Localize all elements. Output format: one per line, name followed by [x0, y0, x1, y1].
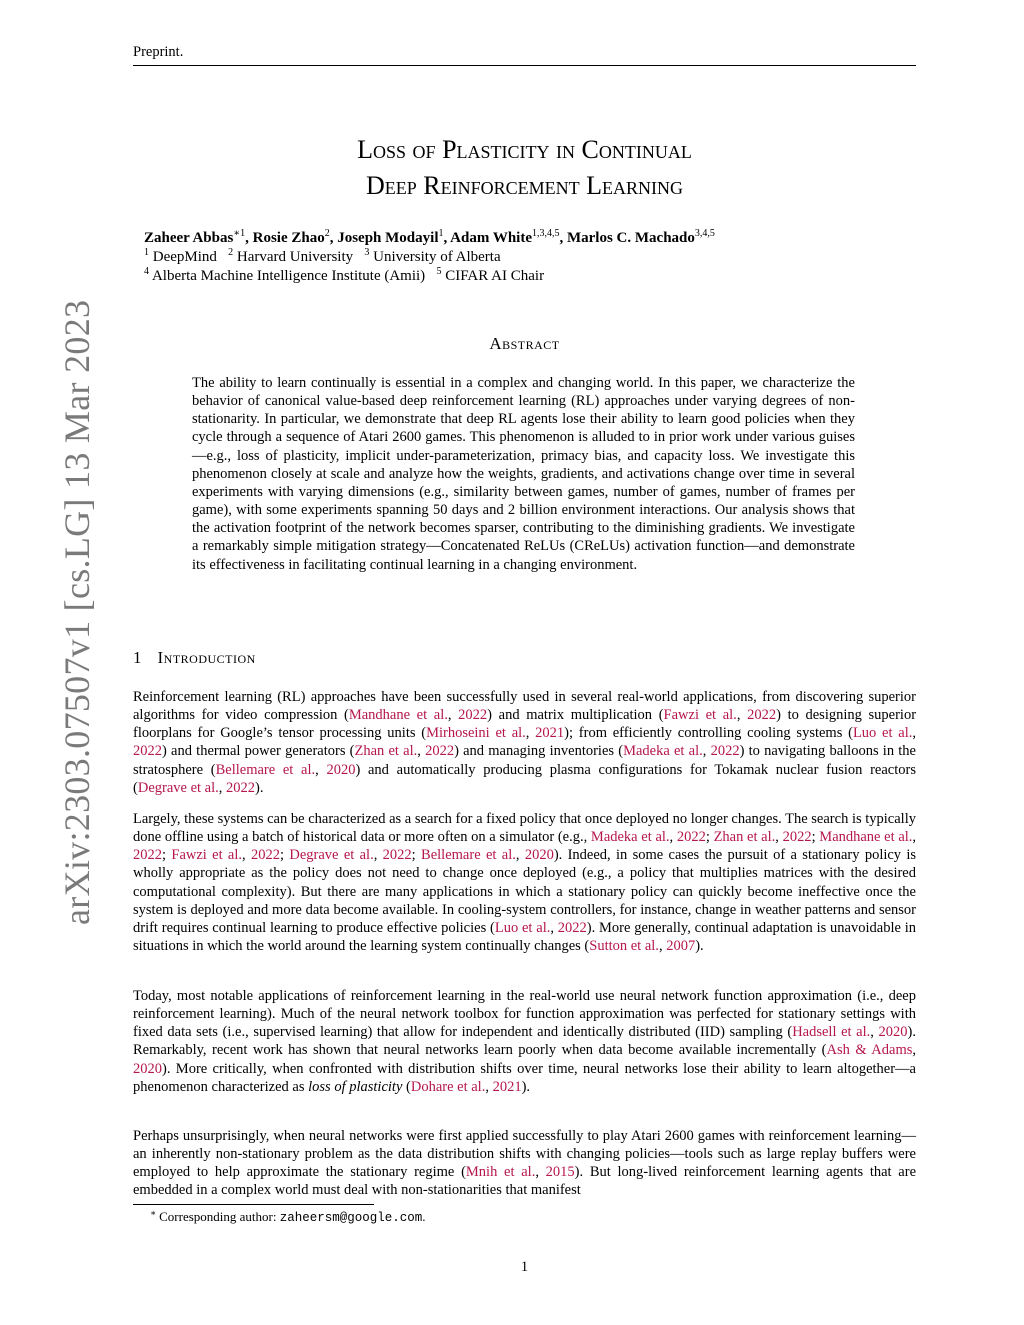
citation-link[interactable]: 2022: [251, 847, 280, 864]
citation-link[interactable]: Mirhoseini et al.: [426, 725, 526, 742]
paragraph-text: ,: [485, 1078, 493, 1095]
citation-link[interactable]: 2022: [382, 847, 412, 864]
paragraph-text: ).: [255, 779, 264, 796]
body-paragraph: [133, 987, 916, 1096]
citation-link[interactable]: Degrave et al.: [137, 779, 219, 796]
author-separator: ,: [559, 230, 567, 246]
author-name: Rosie Zhao: [252, 230, 325, 246]
affiliation-name: Alberta Machine Intelligence Institute (Amii): [151, 268, 426, 284]
affiliation-name: DeepMind: [152, 249, 217, 265]
corresponding-email-link[interactable]: zaheersm@google.com: [279, 1211, 423, 1225]
footnote-end: .: [422, 1209, 426, 1224]
citation-link[interactable]: Sutton et al.: [589, 938, 659, 955]
paragraph-text: Today, most notable applications of reinforcement learning in the real-world use neural network function approximation (i.e., deep reinforcement learning). Much of the neural network toolbox for function approximation was perfected for stationary settings with fixed data sets (i.e., supervised learning) that allow for independent and identically distributed (IID) sampling (: [133, 988, 916, 1041]
affiliations-line-1: [144, 247, 501, 266]
citation-link[interactable]: 2020: [524, 847, 554, 864]
citation-link[interactable]: Ash & Adams: [826, 1042, 913, 1059]
affiliation-mark: 4: [144, 266, 149, 277]
citation-link[interactable]: Madeka et al.: [590, 829, 670, 846]
body-paragraph: [133, 688, 916, 797]
author-separator: ,: [443, 230, 451, 246]
author-affiliation-mark: ∗1: [233, 228, 246, 239]
affiliations-line-2: [144, 266, 544, 285]
body-paragraph: [133, 810, 916, 955]
abstract-heading: Abstract: [489, 334, 560, 353]
paragraph-text: ) and managing inventories (: [454, 743, 624, 760]
paragraph-text: ) to designing superior floorplans for Google’s tensor processing units (: [133, 707, 917, 742]
paragraph-text: ). More critically, when confronted with distribution shifts over time, neural networks lose their ability to learn altogether—a phenomenon characterized as: [133, 1060, 916, 1095]
citation-link[interactable]: Mnih et al.: [465, 1164, 536, 1181]
author-affiliation-mark: 3,4,5: [694, 228, 715, 239]
citation-link[interactable]: 2022: [782, 829, 812, 846]
paragraph-text: ,: [515, 847, 525, 864]
citation-link[interactable]: Zhan et al.: [354, 743, 418, 760]
citation-link[interactable]: 2015: [545, 1164, 575, 1181]
paragraph-text: ;: [411, 847, 422, 864]
citation-link[interactable]: 2022: [133, 847, 162, 864]
paragraph-text: (: [402, 1078, 411, 1095]
paragraph-text: ;: [705, 829, 714, 846]
affiliation-name: CIFAR AI Chair: [445, 268, 545, 284]
section-title: Introduction: [157, 648, 256, 667]
author-name: Adam White: [450, 230, 532, 246]
citation-link[interactable]: Mandhane et al.: [819, 829, 913, 846]
title-line-1: Loss of Plasticity in Continual: [357, 135, 692, 164]
paragraph-text: ,: [447, 707, 459, 724]
abstract-text: The ability to learn continually is essential in a complex and changing world. In this paper, we characterize the behavior of canonical value-based deep reinforcement learning (RL) approaches under varying degrees of non-stationarity. In particular, we demonstrate that deep RL agents lose their ability to learn good policies when they cycle through a sequence of Atari 2600 games. This phenomenon is alluded to in prior work under various guises—e.g., loss of plasticity, implicit under-parameterization, primacy bias, and capacity loss. We investigate this phenomenon closely at scale and analyze how the weights, gradients, and activations change over time in several experiments with varying dimensions (e.g., similarity between games, number of games, number of frames per game), with some experiments spanning 50 days and 2 billion environment interactions. Our analysis shows that the activation footprint of the network becomes sparser, contributing to the diminishing gradients. We investigate a remarkably simple mitigation strategy—Concatenated ReLUs (CReLUs) activation function—and demonstrate its effectiveness in facilitating continual learning in a changing environment.: [192, 375, 855, 573]
paragraph-text: ,: [242, 847, 251, 864]
paragraph-text: ) and automatically producing plasma configurations for Tokamak nuclear fusion reactors (: [133, 761, 916, 796]
title-line-2: Deep Reinforcement Learning: [366, 171, 683, 200]
affiliation-mark: 5: [436, 266, 442, 277]
paragraph-text: ;: [162, 847, 172, 864]
footnote-text: Corresponding author:: [159, 1209, 280, 1224]
paragraph-text: ,: [736, 707, 748, 724]
citation-link[interactable]: 2022: [676, 829, 706, 846]
citation-link[interactable]: 2022: [710, 743, 740, 760]
paragraph-text: ).: [521, 1078, 531, 1095]
citation-link[interactable]: Mandhane et al.: [348, 707, 448, 724]
running-header: Preprint.: [133, 44, 184, 60]
author-name: Marlos C. Machado: [566, 230, 695, 246]
citation-link[interactable]: 2007: [666, 938, 696, 955]
citation-link[interactable]: 2022: [458, 707, 488, 724]
citation-link[interactable]: 2022: [747, 707, 777, 724]
citation-link[interactable]: Dohare et al.: [410, 1078, 486, 1095]
author-separator: ,: [329, 230, 338, 246]
citation-link[interactable]: Bellemare et al.: [421, 847, 516, 864]
paragraph-text: ;: [811, 829, 820, 846]
paragraph-text: Reinforcement learning (RL) approaches have been successfully used in several real-world applications, from discovering superior algorithms for video compression (: [133, 689, 916, 724]
affiliation-mark: 3: [364, 247, 370, 258]
paragraph-text: ) and thermal power generators (: [162, 743, 355, 760]
paragraph-text: Perhaps unsurprisingly, when neural networks were first applied successfully to play Atari 2600 games with reinforcement learning—an inherently non-stationary problem as the data distribution shifts with changing policies—tools such as large replay buffers were employed to help approximate the stationary regime (: [133, 1128, 916, 1181]
citation-link[interactable]: Fawzi et al.: [663, 707, 737, 724]
author-affiliation-mark: 2: [324, 228, 330, 239]
citation-link[interactable]: 2021: [535, 725, 565, 742]
paragraph-text: ;: [280, 847, 290, 864]
paragraph-text: ) and matrix multiplication (: [487, 707, 664, 724]
citation-link[interactable]: Degrave et al.: [289, 847, 374, 864]
header-rule: [133, 65, 916, 66]
paragraph-text: ,: [658, 938, 667, 955]
section-number: 1: [133, 648, 142, 667]
citation-link[interactable]: 2020: [878, 1024, 908, 1041]
author-affiliation-mark: 1: [438, 228, 444, 239]
author-list: [144, 228, 715, 247]
citation-link[interactable]: Madeka et al.: [623, 743, 703, 760]
paragraph-text: ,: [669, 829, 677, 846]
paragraph-text: ,: [525, 725, 536, 742]
paragraph-text: ). Remarkably, recent work has shown that neural networks learn poorly when data become available incrementally (: [133, 1024, 916, 1059]
citation-link[interactable]: Luo et al.: [852, 725, 913, 742]
paragraph-text: ,: [315, 761, 327, 778]
paragraph-text: ,: [775, 829, 783, 846]
author-separator: ,: [245, 230, 253, 246]
affiliation-mark: 2: [228, 247, 234, 258]
author-name: Zaheer Abbas: [144, 230, 234, 246]
paper-title: [133, 132, 916, 204]
page-number: 1: [520, 1259, 529, 1275]
paragraph-text: ,: [373, 847, 383, 864]
author-affiliation-mark: 1,3,4,5: [531, 228, 560, 239]
paragraph-text: ). Indeed, in some cases the pursuit of a stationary policy is wholly appropriate as the policy does not need to change once deployed (e.g., a policy that multiplies matrices with the desired computational complexity). But there are many applications in which a stationary policy can quickly become ineffective once the system is deployed and more data become available. In cooling-system controllers, for instance, change in weather patterns and sensor drift requires continual learning to produce effective policies (: [133, 847, 917, 936]
affiliation-name: Harvard University: [236, 249, 354, 265]
paragraph-text: ,: [218, 779, 227, 796]
affiliation-name: University of Alberta: [373, 249, 501, 265]
paragraph-text: ,: [417, 743, 426, 760]
citation-link[interactable]: Luo et al.: [494, 919, 551, 936]
footnote-mark: ∗: [150, 1208, 157, 1218]
footnote: [150, 1208, 426, 1225]
citation-link[interactable]: 2022: [425, 743, 455, 760]
paragraph-text: ); from efficiently controlling cooling systems (: [564, 725, 853, 742]
paragraph-text: ,: [912, 1042, 917, 1059]
paragraph-text: ). But long-lived reinforcement learning agents that are embedded in a complex world must deal with non-stationarities that manifest: [133, 1164, 917, 1199]
paragraph-text: ,: [535, 1164, 546, 1181]
body-paragraph: [133, 1127, 916, 1200]
citation-link[interactable]: 2020: [133, 1060, 162, 1077]
paragraph-text: ).: [695, 938, 704, 955]
citation-link[interactable]: Bellemare et al.: [215, 761, 316, 778]
citation-link[interactable]: 2022: [557, 919, 587, 936]
paragraph-text: ,: [912, 829, 917, 846]
paragraph-text: ) to navigating balloons in the stratosphere (: [133, 743, 916, 778]
section-heading: [133, 648, 256, 668]
paragraph-text: ,: [550, 919, 558, 936]
paragraph-text: ,: [702, 743, 711, 760]
affiliation-mark: 1: [144, 247, 149, 258]
citation-link[interactable]: 2022: [226, 779, 256, 796]
arxiv-stamp: arXiv:2303.07507v1 [cs.LG] 13 Mar 2023: [57, 299, 97, 925]
paragraph-text: ). More generally, continual adaptation is unavoidable in situations in which the world around the learning system continually changes (: [133, 919, 916, 955]
citation-link[interactable]: 2021: [492, 1078, 522, 1095]
citation-link[interactable]: 2022: [133, 743, 162, 760]
citation-link[interactable]: 2020: [326, 761, 356, 778]
paragraph-text: Largely, these systems can be characterized as a search for a fixed policy that once deployed no longer changes. The search is typically done offline using a batch of historical data or more often on a simulator (e.g.,: [133, 811, 916, 846]
footnote-rule: [133, 1204, 374, 1205]
paragraph-text: ,: [870, 1024, 879, 1041]
author-name: Joseph Modayil: [337, 230, 439, 246]
emphasized-text: loss of plasticity: [308, 1078, 403, 1095]
citation-link[interactable]: Fawzi et al.: [171, 847, 243, 864]
citation-link[interactable]: Zhan et al.: [713, 829, 776, 846]
citation-link[interactable]: Hadsell et al.: [792, 1024, 871, 1041]
paragraph-text: ,: [912, 725, 916, 742]
